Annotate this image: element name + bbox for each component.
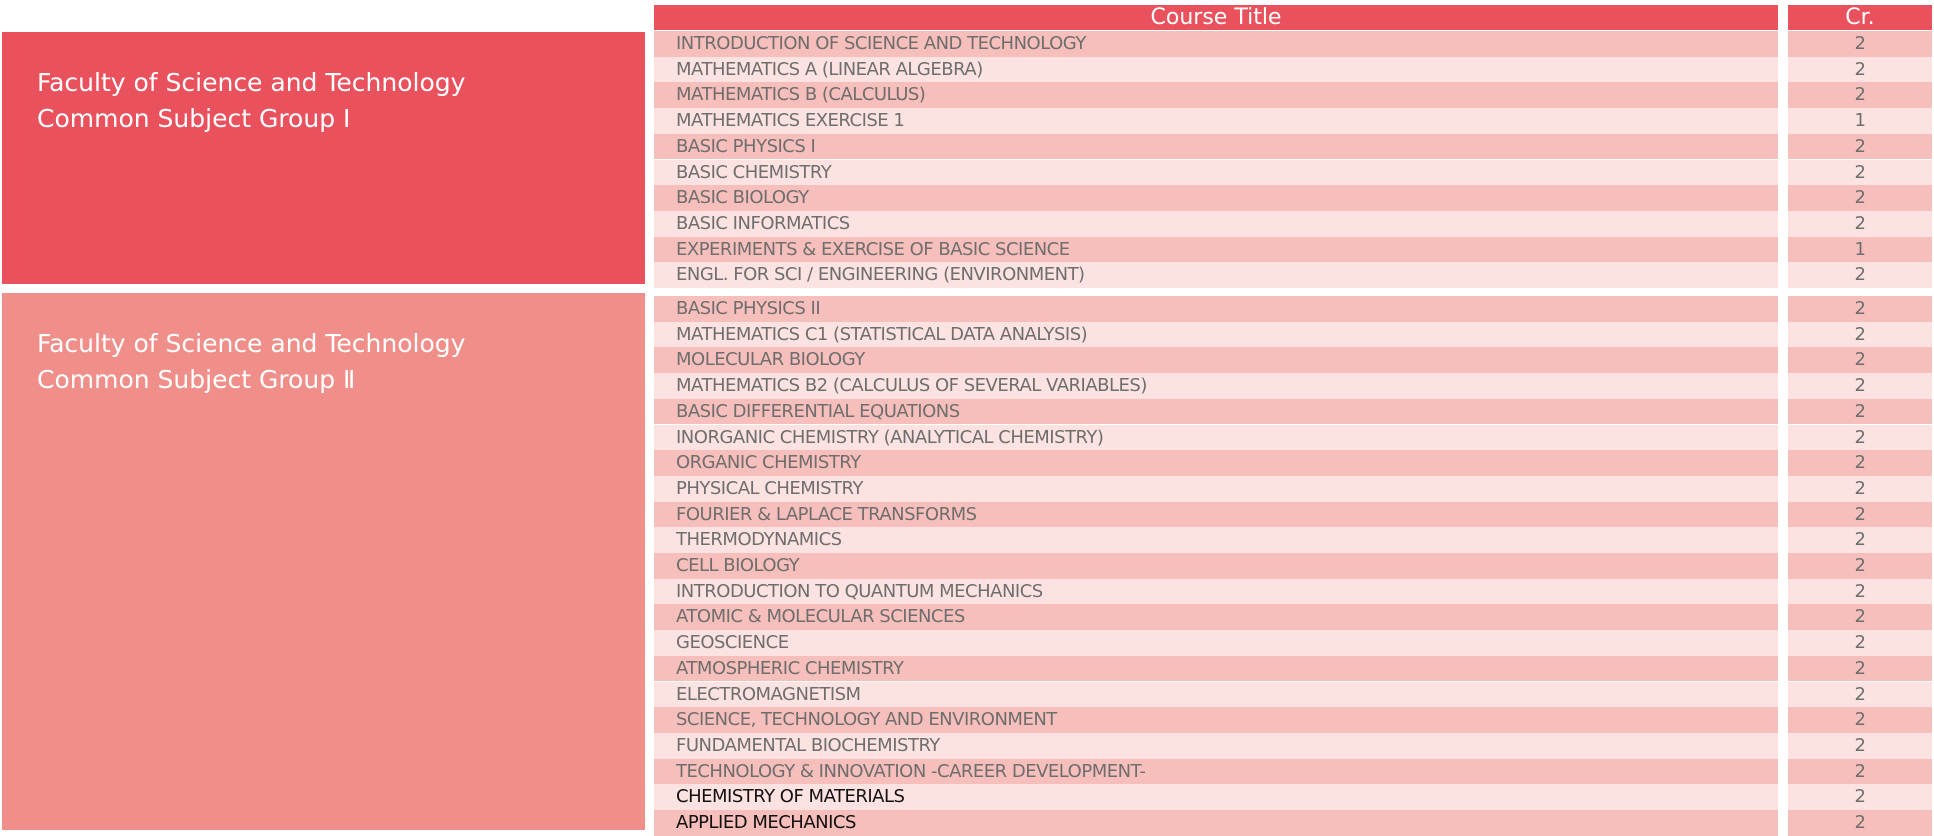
course-title-header: Course Title — [654, 5, 1778, 30]
credits-header: Cr. — [1788, 5, 1932, 30]
course-credit-cell: 2 — [1788, 262, 1932, 288]
course-credit-cell: 2 — [1788, 502, 1932, 528]
course-title-cell: ELECTROMAGNETISM — [654, 682, 1778, 708]
course-credit-cell: 2 — [1788, 682, 1932, 708]
course-title-cell: TECHNOLOGY & INNOVATION -CAREER DEVELOPMENT- — [654, 759, 1778, 785]
group-1-label-line1: Faculty of Science and Technology — [37, 68, 466, 97]
course-credit-cell: 2 — [1788, 425, 1932, 451]
course-title-cell: BASIC CHEMISTRY — [654, 160, 1778, 186]
course-credit-cell: 1 — [1788, 108, 1932, 134]
course-title-cell: APPLIED MECHANICS — [654, 810, 1778, 836]
course-title-cell: THERMODYNAMICS — [654, 527, 1778, 553]
course-credit-cell: 2 — [1788, 399, 1932, 425]
course-credit-cell: 2 — [1788, 134, 1932, 160]
course-credit-cell: 2 — [1788, 185, 1932, 211]
course-title-cell: BASIC DIFFERENTIAL EQUATIONS — [654, 399, 1778, 425]
course-title-cell: MATHEMATICS B2 (CALCULUS OF SEVERAL VARIABLES) — [654, 373, 1778, 399]
course-credit-cell: 2 — [1788, 630, 1932, 656]
course-title-cell: MATHEMATICS B (CALCULUS) — [654, 82, 1778, 108]
course-credit-cell: 2 — [1788, 604, 1932, 630]
course-title-cell: CHEMISTRY OF MATERIALS — [654, 784, 1778, 810]
course-title-cell: MATHEMATICS EXERCISE 1 — [654, 108, 1778, 134]
course-title-cell: ORGANIC CHEMISTRY — [654, 450, 1778, 476]
course-credit-cell: 2 — [1788, 733, 1932, 759]
course-credit-cell: 2 — [1788, 211, 1932, 237]
group-2-label-line2: Common Subject Group Ⅱ — [37, 365, 356, 394]
course-credit-cell: 2 — [1788, 322, 1932, 348]
course-credit-cell: 2 — [1788, 553, 1932, 579]
course-title-cell: GEOSCIENCE — [654, 630, 1778, 656]
course-title-cell: PHYSICAL CHEMISTRY — [654, 476, 1778, 502]
course-credit-cell: 2 — [1788, 810, 1932, 836]
course-title-cell: FUNDAMENTAL BIOCHEMISTRY — [654, 733, 1778, 759]
group-1-label — [2, 32, 645, 284]
course-title-cell: BASIC PHYSICS II — [654, 296, 1778, 322]
course-title-cell: CELL BIOLOGY — [654, 553, 1778, 579]
course-credit-cell: 2 — [1788, 527, 1932, 553]
course-credit-cell: 2 — [1788, 296, 1932, 322]
group-2-label — [2, 293, 645, 830]
group-2-label-line1: Faculty of Science and Technology — [37, 329, 466, 358]
course-title-cell: FOURIER & LAPLACE TRANSFORMS — [654, 502, 1778, 528]
group-1-label-line2: Common Subject Group Ⅰ — [37, 104, 351, 133]
course-title-cell: ATMOSPHERIC CHEMISTRY — [654, 656, 1778, 682]
course-credit-cell: 2 — [1788, 82, 1932, 108]
course-title-cell: INTRODUCTION OF SCIENCE AND TECHNOLOGY — [654, 31, 1778, 57]
course-title-cell: MATHEMATICS A (LINEAR ALGEBRA) — [654, 57, 1778, 83]
course-title-cell: MATHEMATICS C1 (STATISTICAL DATA ANALYSIS) — [654, 322, 1778, 348]
course-credit-cell: 2 — [1788, 759, 1932, 785]
course-title-cell: BASIC INFORMATICS — [654, 211, 1778, 237]
course-credit-cell: 2 — [1788, 373, 1932, 399]
course-title-cell: EXPERIMENTS & EXERCISE OF BASIC SCIENCE — [654, 237, 1778, 263]
course-credit-cell: 2 — [1788, 57, 1932, 83]
course-credit-cell: 1 — [1788, 237, 1932, 263]
course-credit-cell: 2 — [1788, 476, 1932, 502]
course-credit-cell: 2 — [1788, 784, 1932, 810]
course-title-cell: ENGL. FOR SCI / ENGINEERING (ENVIRONMENT) — [654, 262, 1778, 288]
course-title-cell: ATOMIC & MOLECULAR SCIENCES — [654, 604, 1778, 630]
course-credit-cell: 2 — [1788, 347, 1932, 373]
course-credit-cell: 2 — [1788, 707, 1932, 733]
course-credit-cell: 2 — [1788, 579, 1932, 605]
course-title-cell: MOLECULAR BIOLOGY — [654, 347, 1778, 373]
course-title-cell: SCIENCE, TECHNOLOGY AND ENVIRONMENT — [654, 707, 1778, 733]
course-credit-cell: 2 — [1788, 31, 1932, 57]
course-credit-cell: 2 — [1788, 450, 1932, 476]
course-credit-cell: 2 — [1788, 656, 1932, 682]
course-title-cell: BASIC BIOLOGY — [654, 185, 1778, 211]
course-title-cell: INTRODUCTION TO QUANTUM MECHANICS — [654, 579, 1778, 605]
course-title-cell: INORGANIC CHEMISTRY (ANALYTICAL CHEMISTRY) — [654, 425, 1778, 451]
course-title-cell: BASIC PHYSICS I — [654, 134, 1778, 160]
course-credit-cell: 2 — [1788, 160, 1932, 186]
